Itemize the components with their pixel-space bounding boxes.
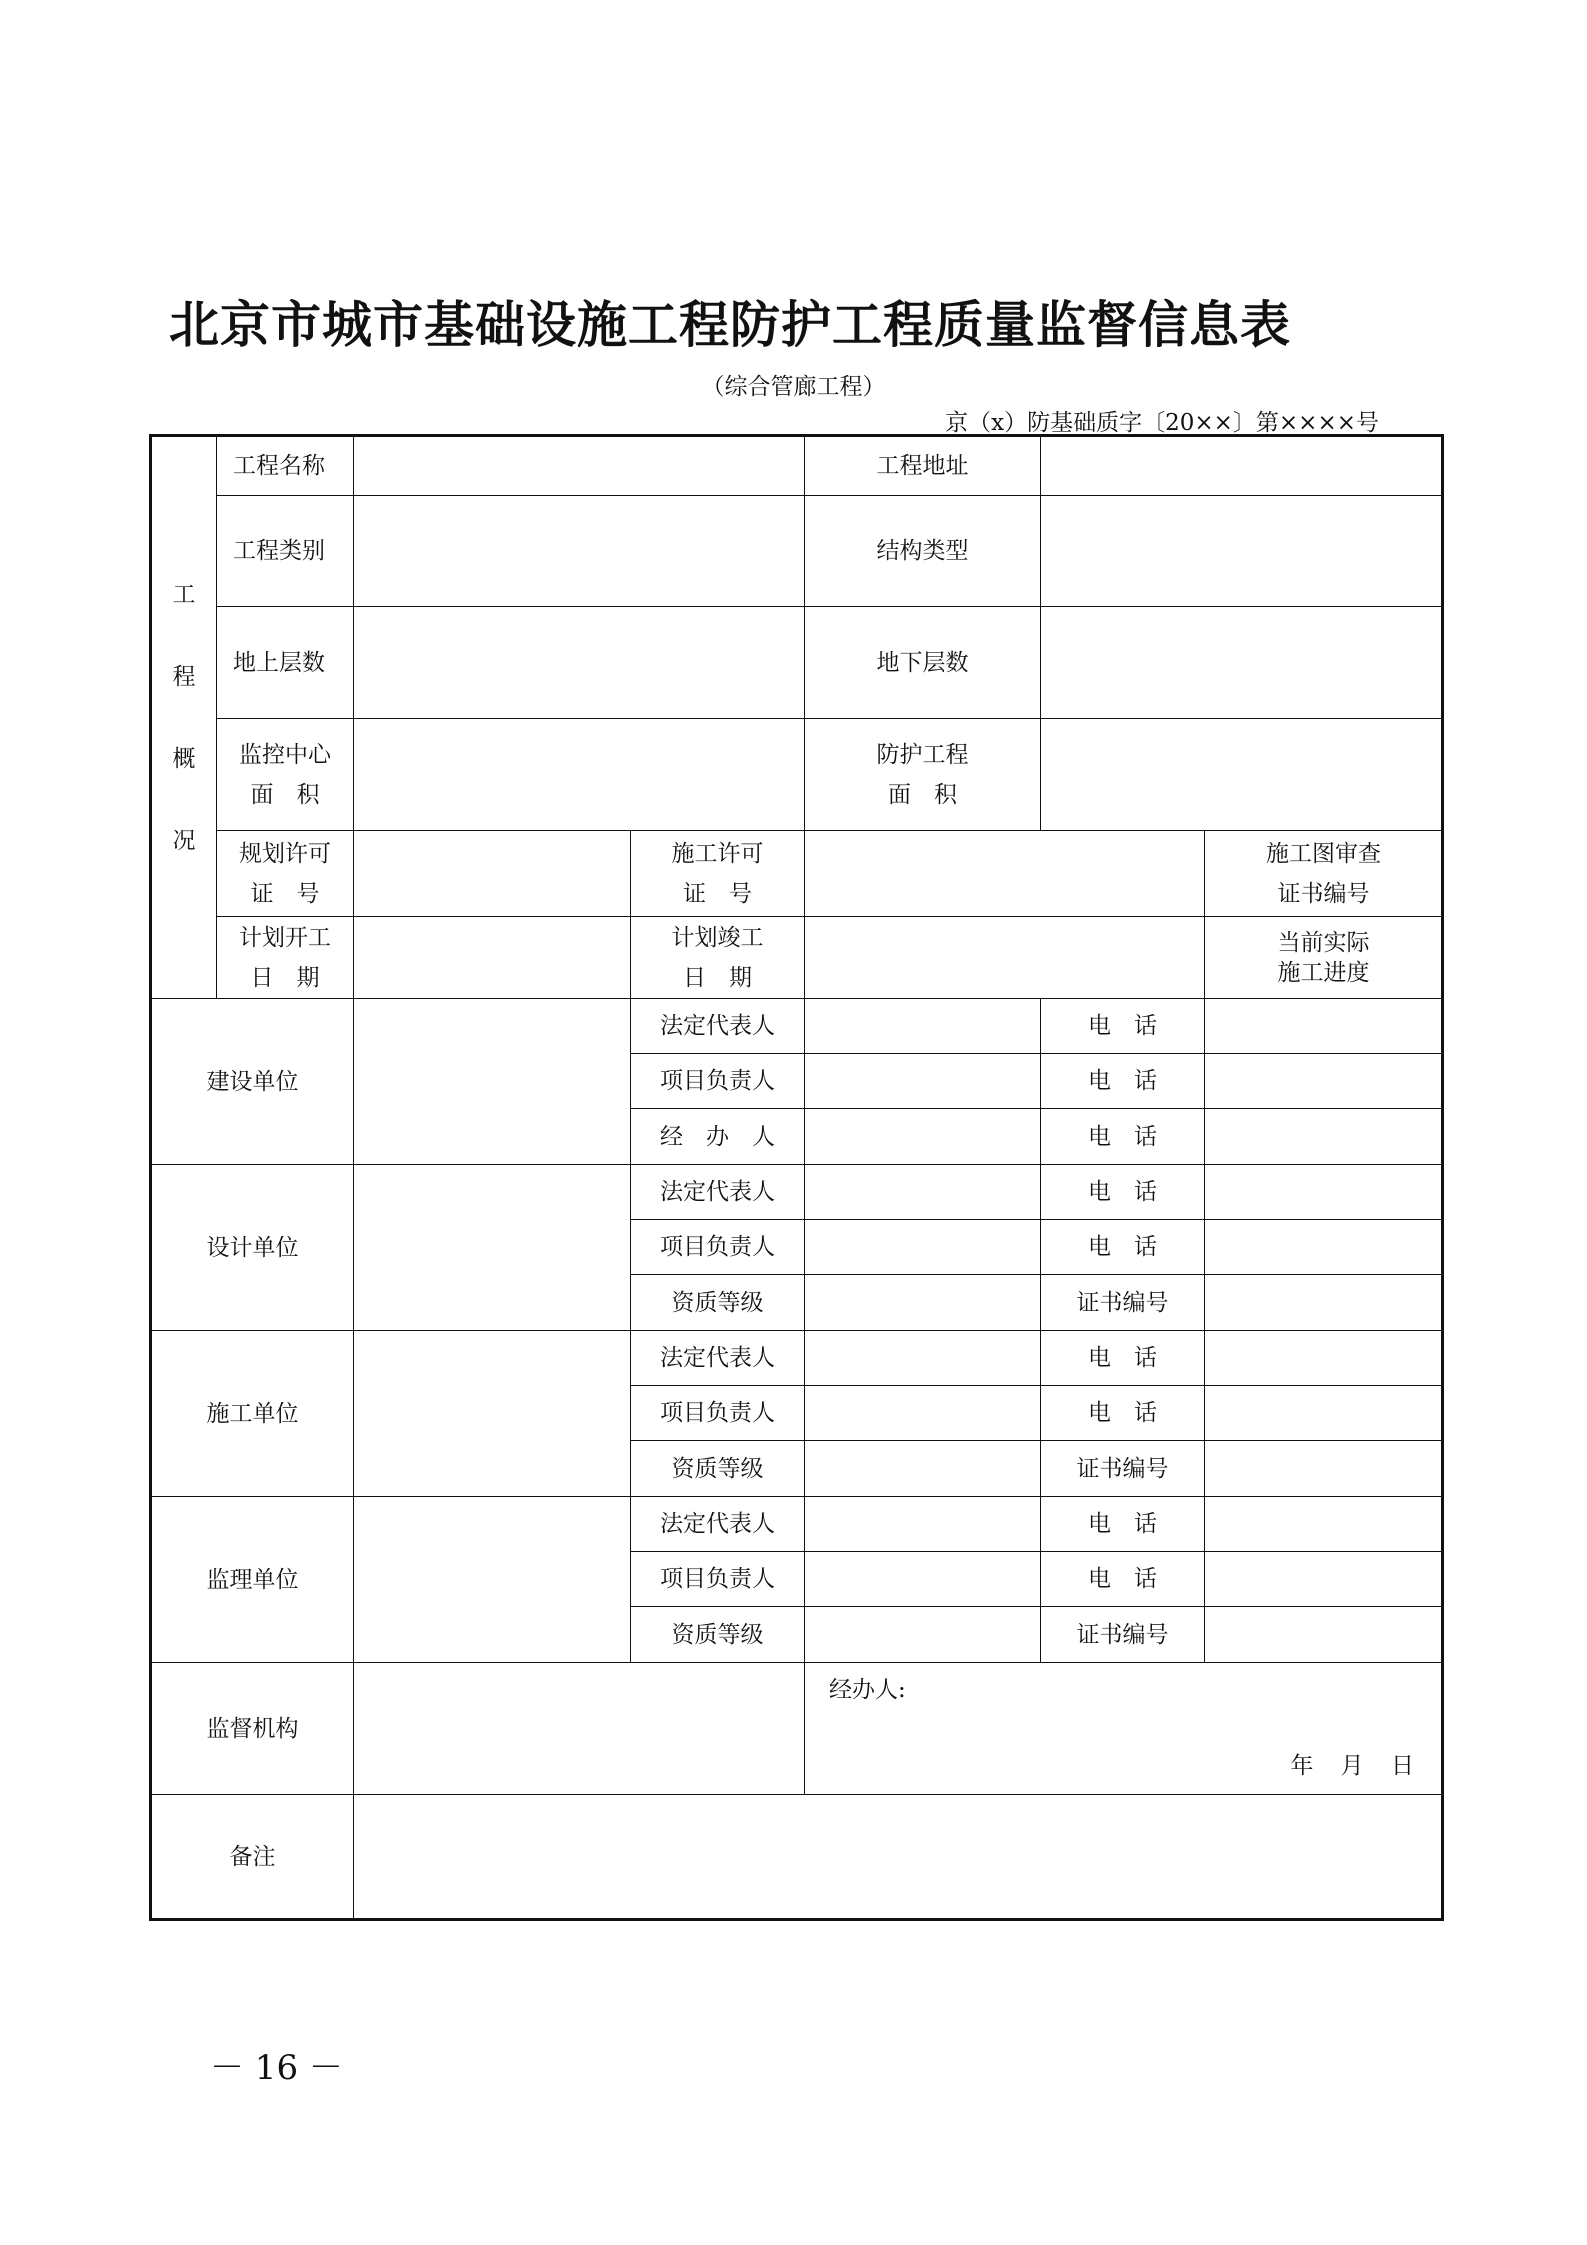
planned-start-field[interactable] xyxy=(354,917,631,999)
phone-label: 电 话 xyxy=(1041,1109,1205,1165)
phone-field[interactable] xyxy=(1205,1552,1443,1607)
unit-field-design[interactable] xyxy=(354,1165,631,1331)
phone-field[interactable] xyxy=(1205,1331,1443,1386)
supervision-sign-area[interactable] xyxy=(805,1663,1443,1795)
certificate-label: 证书编号 xyxy=(1041,1607,1205,1663)
qualification-field[interactable] xyxy=(805,1441,1041,1497)
monitor-area-label: 监控中心 面 积 xyxy=(217,719,354,831)
certificate-label: 证书编号 xyxy=(1041,1275,1205,1331)
planned-start-label: 计划开工 日 期 xyxy=(217,917,354,999)
project-lead-field[interactable] xyxy=(805,1220,1041,1275)
actual-progress-label: 当前实际 施工进度 xyxy=(1205,917,1443,999)
certificate-field[interactable] xyxy=(1205,1607,1443,1663)
planned-finish-field[interactable] xyxy=(805,917,1205,999)
protection-area-label: 防护工程 面 积 xyxy=(805,719,1041,831)
drawing-review-label: 施工图审查 证书编号 xyxy=(1205,831,1443,917)
project-lead-field[interactable] xyxy=(805,1386,1041,1441)
phone-field[interactable] xyxy=(1205,1109,1443,1165)
phone-field[interactable] xyxy=(1205,1386,1443,1441)
supervision-info-table xyxy=(149,434,1444,1921)
project-lead-label: 项目负责人 xyxy=(631,1386,805,1441)
legal-rep-field[interactable] xyxy=(805,1331,1041,1386)
legal-rep-field[interactable] xyxy=(805,1497,1041,1552)
phone-label: 电 话 xyxy=(1041,1165,1205,1220)
page-number: － 16 － xyxy=(210,2048,343,2088)
phone-label: 电 话 xyxy=(1041,999,1205,1054)
phone-label: 电 话 xyxy=(1041,1386,1205,1441)
handler-field[interactable] xyxy=(805,1109,1041,1165)
remarks-label: 备注 xyxy=(151,1795,354,1920)
construction-permit-label: 施工许可 证 号 xyxy=(631,831,805,917)
unit-field-contractor[interactable] xyxy=(354,1331,631,1497)
phone-label: 电 话 xyxy=(1041,1220,1205,1275)
legal-rep-label: 法定代表人 xyxy=(631,999,805,1054)
phone-label: 电 话 xyxy=(1041,1552,1205,1607)
overview-section-label: 工 程 概 况 xyxy=(151,436,217,999)
planning-permit-field[interactable] xyxy=(354,831,631,917)
legal-rep-label: 法定代表人 xyxy=(631,1497,805,1552)
structure-type-field[interactable] xyxy=(1041,496,1443,607)
project-lead-label: 项目负责人 xyxy=(631,1220,805,1275)
qualification-field[interactable] xyxy=(805,1607,1041,1663)
floors-below-field[interactable] xyxy=(1041,607,1443,719)
floors-above-field[interactable] xyxy=(354,607,805,719)
phone-field[interactable] xyxy=(1205,1220,1443,1275)
unit-label-supervisor: 监理单位 xyxy=(151,1497,354,1663)
phone-field[interactable] xyxy=(1205,1497,1443,1552)
floors-above-label: 地上层数 xyxy=(217,607,354,719)
phone-field[interactable] xyxy=(1205,1054,1443,1109)
handler-label: 经 办 人 xyxy=(631,1109,805,1165)
phone-label: 电 话 xyxy=(1041,1497,1205,1552)
project-category-field[interactable] xyxy=(354,496,805,607)
document-number: 京（x）防基础质字〔20××〕第××××号 xyxy=(945,410,1379,436)
qualification-label: 资质等级 xyxy=(631,1441,805,1497)
unit-field-construction[interactable] xyxy=(354,999,631,1165)
project-category-label: 工程类别 xyxy=(217,496,354,607)
phone-label: 电 话 xyxy=(1041,1054,1205,1109)
project-name-label: 工程名称 xyxy=(217,436,354,496)
phone-label: 电 话 xyxy=(1041,1331,1205,1386)
structure-type-label: 结构类型 xyxy=(805,496,1041,607)
phone-field[interactable] xyxy=(1205,1165,1443,1220)
project-address-label: 工程地址 xyxy=(805,436,1041,496)
monitor-area-field[interactable] xyxy=(354,719,805,831)
legal-rep-label: 法定代表人 xyxy=(631,1165,805,1220)
certificate-field[interactable] xyxy=(1205,1275,1443,1331)
supervision-agency-field[interactable] xyxy=(354,1663,805,1795)
unit-label-construction: 建设单位 xyxy=(151,999,354,1165)
unit-label-contractor: 施工单位 xyxy=(151,1331,354,1497)
certificate-label: 证书编号 xyxy=(1041,1441,1205,1497)
qualification-field[interactable] xyxy=(805,1275,1041,1331)
project-address-field[interactable] xyxy=(1041,436,1443,496)
floors-below-label: 地下层数 xyxy=(805,607,1041,719)
project-lead-label: 项目负责人 xyxy=(631,1552,805,1607)
supervision-agency-label: 监督机构 xyxy=(151,1663,354,1795)
planned-finish-label: 计划竣工 日 期 xyxy=(631,917,805,999)
remarks-field[interactable] xyxy=(354,1795,1443,1920)
legal-rep-label: 法定代表人 xyxy=(631,1331,805,1386)
construction-permit-field[interactable] xyxy=(805,831,1205,917)
legal-rep-field[interactable] xyxy=(805,1165,1041,1220)
form-subtitle: （综合管廊工程） xyxy=(701,374,886,400)
protection-area-field[interactable] xyxy=(1041,719,1443,831)
qualification-label: 资质等级 xyxy=(631,1607,805,1663)
legal-rep-field[interactable] xyxy=(805,999,1041,1054)
certificate-field[interactable] xyxy=(1205,1441,1443,1497)
qualification-label: 资质等级 xyxy=(631,1275,805,1331)
planning-permit-label: 规划许可 证 号 xyxy=(217,831,354,917)
project-lead-field[interactable] xyxy=(805,1054,1041,1109)
phone-field[interactable] xyxy=(1205,999,1443,1054)
project-name-field[interactable] xyxy=(354,436,805,496)
unit-label-design: 设计单位 xyxy=(151,1165,354,1331)
form-title: 北京市城市基础设施工程防护工程质量监督信息表 xyxy=(169,295,1291,354)
signature-date-label: 年 月 日 xyxy=(1290,1753,1414,1779)
handler-signature-label: 经办人: xyxy=(829,1677,906,1703)
project-lead-label: 项目负责人 xyxy=(631,1054,805,1109)
project-lead-field[interactable] xyxy=(805,1552,1041,1607)
unit-field-supervisor[interactable] xyxy=(354,1497,631,1663)
